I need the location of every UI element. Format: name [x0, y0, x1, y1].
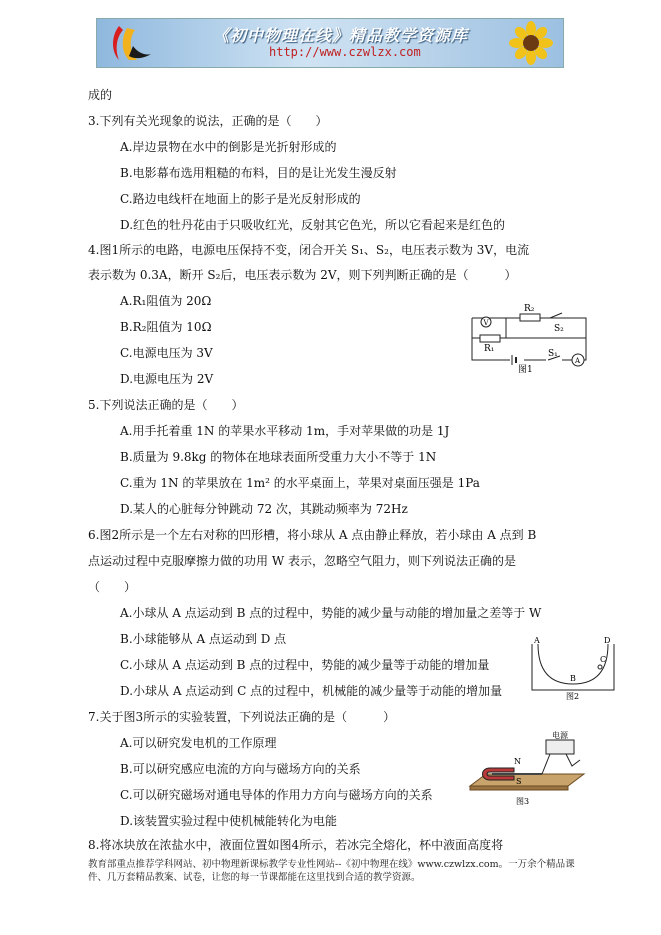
sunflower-icon	[507, 21, 555, 65]
option-4b: B.R₂阻值为 10Ω	[120, 320, 212, 334]
option-6d: D.小球从 A 点运动到 C 点的过程中，机械能的减少量等于动能的增加量	[120, 684, 503, 698]
option-6a: A.小球从 A 点运动到 B 点的过程中，势能的减少量与动能的增加量之差等于 W	[120, 606, 542, 620]
question-6: 6.图2所示是一个左右对称的凹形槽，将小球从 A 点由静止释放，若小球由 A 点到 B	[88, 528, 537, 542]
svg-text:R₁: R₁	[484, 344, 495, 354]
svg-text:图3: 图3	[516, 797, 530, 806]
svg-text:A: A	[534, 636, 540, 645]
text-line: 成的	[88, 88, 113, 102]
svg-text:S₁: S₁	[548, 349, 558, 359]
question-7: 7.关于图3所示的实验装置，下列说法正确的是（ ）	[88, 710, 396, 724]
option-3b: B.电影幕布选用粗糙的布料，目的是让光发生漫反射	[120, 166, 397, 180]
option-7d: D.该装置实验过程中使机械能转化为电能	[120, 814, 338, 828]
question-3: 3.下列有关光现象的说法，正确的是（ ）	[88, 114, 328, 128]
option-5d: D.某人的心脏每分钟跳动 72 次，其跳动频率为 72Hz	[120, 502, 408, 516]
option-5c: C.重为 1N 的苹果放在 1m² 的水平桌面上，苹果对桌面压强是 1Pa	[120, 476, 480, 490]
figure-2-groove	[528, 634, 620, 702]
svg-text:C: C	[600, 655, 607, 664]
option-4a: A.R₁阻值为 20Ω	[120, 294, 212, 308]
svg-text:S₂: S₂	[554, 324, 564, 334]
resistor-r2	[520, 314, 540, 321]
header-banner	[96, 18, 564, 68]
option-7c: C.可以研究磁场对通电导体的作用力方向与磁场方向的关系	[120, 788, 433, 802]
svg-text:电源: 电源	[552, 731, 568, 740]
question-6-blank: （ ）	[88, 580, 137, 594]
option-3d: D.红色的牡丹花由于只吸收红光，反射其它色光，所以它看起来是红色的	[120, 218, 506, 232]
question-5: 5.下列说法正确的是（ ）	[88, 398, 244, 412]
figure-1-circuit	[466, 300, 592, 374]
option-5b: B.质量为 9.8kg 的物体在地球表面所受重力大小不等于 1N	[120, 450, 437, 464]
site-url[interactable]: http://www.czwlzx.com	[269, 45, 421, 59]
option-7a: A.可以研究发电机的工作原理	[120, 736, 277, 750]
question-4: 4.图1所示的电路，电源电压保持不变，闭合开关 S₁、S₂，电压表示数为 3V，电流	[88, 243, 530, 257]
svg-text:B: B	[570, 674, 576, 683]
svg-text:V: V	[483, 319, 489, 327]
option-7b: B.可以研究感应电流的方向与磁场方向的关系	[120, 762, 361, 776]
option-3a: A.岸边景物在水中的倒影是光折射形成的	[120, 140, 337, 154]
svg-text:图2: 图2	[566, 692, 580, 701]
site-title: 《初中物理在线》精品教学资源库	[213, 26, 469, 45]
question-6-cont: 点运动过程中克服摩擦力做的功用 W 表示，忽略空气阻力，则下列说法正确的是	[88, 554, 516, 568]
svg-text:D: D	[604, 636, 611, 645]
option-5a: A.用手托着重 1N 的苹果水平移动 1m，手对苹果做的功是 1J	[120, 424, 450, 438]
figure-3-apparatus	[466, 730, 588, 808]
svg-text:N: N	[514, 757, 521, 766]
svg-text:A: A	[575, 357, 581, 365]
option-3c: C.路边电线杆在地面上的影子是光反射形成的	[120, 192, 361, 206]
question-8: 8.将冰块放在浓盐水中，液面位置如图4所示，若冰完全熔化，杯中液面高度将	[88, 838, 504, 852]
site-logo-icon	[107, 22, 153, 64]
svg-text:S: S	[516, 777, 522, 786]
option-6c: C.小球从 A 点运动到 B 点的过程中，势能的减少量等于动能的增加量	[120, 658, 490, 672]
question-4-cont: 表示数为 0.3A，断开 S₂后，电压表示数为 2V，则下列判断正确的是（ ）	[88, 268, 517, 282]
option-4c: C.电源电压为 3V	[120, 346, 213, 360]
svg-text:R₂: R₂	[524, 304, 535, 314]
svg-text:图1: 图1	[518, 365, 533, 374]
resistor-r1	[480, 335, 500, 342]
option-4d: D.电源电压为 2V	[120, 372, 214, 386]
option-6b: B.小球能够从 A 点运动到 D 点	[120, 632, 287, 646]
footer-note: 教育部重点推荐学科网站、初中物理新课标教学专业性网站--《初中物理在线》www.czwlzx.com。一万余个精品课件、几万套精品教案、试卷，让您的每一节课都能在这里找到合适的教学资源。	[88, 859, 575, 883]
